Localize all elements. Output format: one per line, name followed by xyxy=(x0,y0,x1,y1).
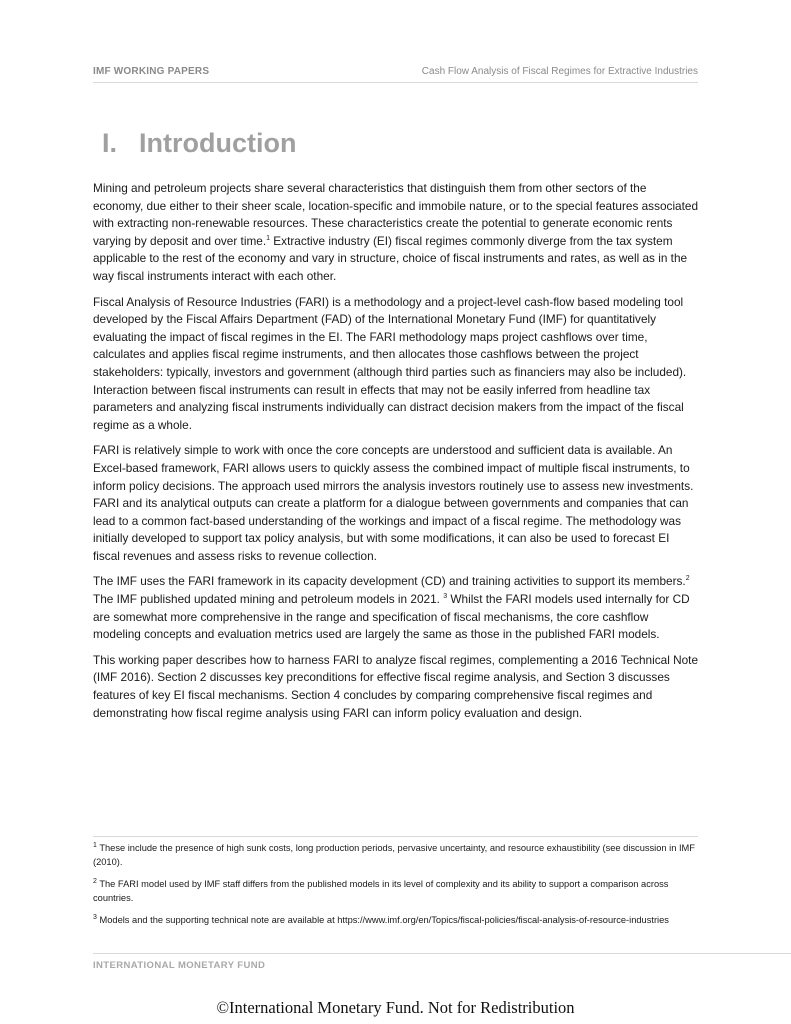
running-footer: INTERNATIONAL MONETARY FUND xyxy=(93,960,266,971)
footnote-1-text: These include the presence of high sunk costs, long production periods, pervasive uncertainty, and resource exhaustibility (see discussion in IMF (2010). xyxy=(93,843,695,867)
paragraph-1-part-a: Mining and petroleum projects share several characteristics that distinguish them from other sectors of the economy, due either to their sheer scale, location-specific and immobile nature, or to the special features associated with extracting non-renewable resources. These characteristics create the potential to generate economic rents varying by deposit and over time. xyxy=(93,181,699,248)
footnote-1 xyxy=(93,841,699,869)
footnote-2 xyxy=(93,877,699,905)
paragraph-3: FARI is relatively simple to work with once the core concepts are understood and sufficient data is available. An Excel-based framework, FARI allows users to quickly assess the combined impact of multiple fiscal instruments, to inform policy decisions. The approach used mirrors the analysis investors routinely use to assess new investments. FARI and its analytical outputs can create a platform for a dialogue between governments and companies that can lead to a common fact-based understanding of the workings and impact of a fiscal regime. The methodology was initially developed to support tax policy analysis, but with some modifications, it can also be used to forecast EI fiscal revenues and assess risks to revenue collection. xyxy=(93,443,694,563)
section-title: Introduction xyxy=(139,128,297,158)
footnote-divider xyxy=(93,836,698,837)
footnote-3-marker: 3 xyxy=(93,913,97,921)
copyright-notice: ©International Monetary Fund. Not for Redistribution xyxy=(216,998,575,1017)
footnotes xyxy=(93,841,699,935)
footnote-ref-1[interactable]: 1 xyxy=(266,234,271,242)
section-number: I. xyxy=(102,128,118,158)
paragraph-4-part-c: Whilst the FARI models used internally for CD are somewhat more comprehensive in the range and specification of fiscal mechanisms, the core cashflow modeling concepts and evaluation metrics used are largely the same as those in the published FARI models. xyxy=(93,592,690,642)
footnote-3-text: Models and the supporting technical note are available at https://www.imf.org/en/Topics/fiscal-policies/fiscal-analysis-of-resource-industries xyxy=(96,915,669,925)
footnote-2-marker: 2 xyxy=(93,877,97,885)
footnote-3 xyxy=(93,913,699,927)
running-header-series: IMF WORKING PAPERS xyxy=(93,66,210,77)
footnote-2-text: The FARI model used by IMF staff differs from the published models in its level of complexity and its ability to support a comparison across countries. xyxy=(93,879,669,903)
footnote-1-marker: 1 xyxy=(93,841,97,849)
paragraph-4-part-a: The IMF uses the FARI framework in its capacity development (CD) and training activities to support its members. xyxy=(93,574,686,589)
running-header-title: Cash Flow Analysis of Fiscal Regimes for Extractive Industries xyxy=(421,66,698,77)
paragraph-5: This working paper describes how to harness FARI to analyze fiscal regimes, complementing a 2016 Technical Note (IMF 2016). Section 2 discusses key preconditions for effective fiscal regime analysis, and Section 3 discusses features of key EI fiscal mechanisms. Section 4 concludes by comparing comprehensive fiscal regimes and demonstrating how fiscal regime analysis using FARI can inform policy evaluation and design. xyxy=(93,652,699,720)
paragraph-2: Fiscal Analysis of Resource Industries (FARI) is a methodology and a project-level cash-flow based modeling tool developed by the Fiscal Affairs Department (FAD) of the International Monetary Fund (IMF) for quantitatively evaluating the impact of fiscal regimes in the EI. The FARI methodology maps project cashflows over time, calculates and applies fiscal regime instruments, and then allocates those cashflows between the project stakeholders: typically, investors and government (although third parties such as financiers may also be included). Interaction between fiscal instruments can result in effects that may not be easily inferred from headline tax parameters and analyzing fiscal instruments individually can distract decision makers from the impact of the fiscal regime as a whole. xyxy=(93,294,687,432)
footnote-ref-3[interactable]: 3 xyxy=(443,593,448,601)
body-text xyxy=(93,180,699,730)
paragraph-4 xyxy=(93,573,699,643)
section-heading xyxy=(102,128,296,159)
footer-divider xyxy=(93,953,791,954)
footnote-ref-2[interactable]: 2 xyxy=(685,575,690,583)
paragraph-1 xyxy=(93,180,699,286)
header-divider xyxy=(93,82,698,83)
paragraph-4-part-b: The IMF published updated mining and petroleum models in 2021. xyxy=(93,592,444,607)
paragraph-1-part-b: Extractive industry (EI) fiscal regimes commonly diverge from the tax system applicable to the rest of the economy and vary in structure, choice of fiscal instruments and rates, as well as in the way fiscal instruments interact with each other. xyxy=(93,233,688,283)
